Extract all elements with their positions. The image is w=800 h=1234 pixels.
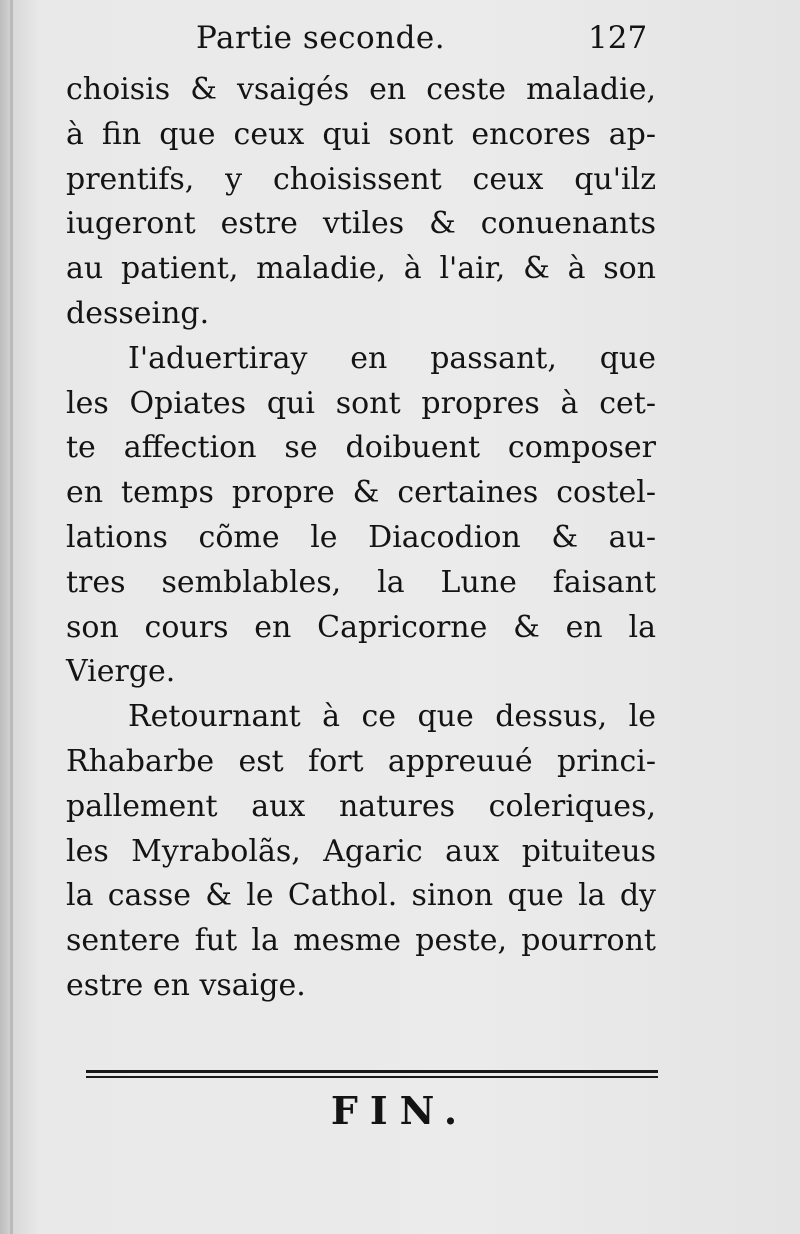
text-line: desseing.	[66, 295, 210, 331]
text-line: Rhabarbe est fort appreuué princi-	[66, 743, 656, 779]
text-line: Retournant à ce que dessus, le	[128, 699, 656, 735]
page-header	[0, 16, 800, 66]
text-line: I'aduertiray en passant, que	[128, 340, 656, 376]
running-title: Partie seconde.	[196, 20, 446, 56]
text-line: en temps propre & certaines costel-	[66, 475, 656, 511]
text-line: les Opiates qui sont propres à cet-	[66, 385, 656, 421]
text-line: prentifs, y choisissent ceux qu'ilz	[66, 161, 656, 197]
page-number: 127	[588, 20, 648, 56]
text-line: son cours en Capricorne & en la	[66, 609, 656, 645]
text-line: Vierge.	[66, 654, 176, 690]
text-line: la casse & le Cathol. sinon que la dy	[66, 878, 656, 914]
decorative-rule	[86, 1070, 658, 1078]
closing-fin: FIN.	[330, 1088, 470, 1133]
text-line: à fin que ceux qui sont encores ap-	[66, 116, 656, 152]
text-line: lations cõme le Diacodion & au-	[66, 519, 656, 555]
body-text	[66, 68, 656, 1009]
text-line: pallement aux natures coleriques,	[66, 788, 656, 824]
text-line: estre en vsaige.	[66, 967, 306, 1003]
text-line: choisis & vsaigés en ceste maladie,	[66, 72, 656, 107]
text-line: au patient, maladie, à l'air, & à son	[66, 251, 656, 287]
text-line: sentere fut la mesme peste, pourront	[66, 923, 656, 959]
text-line: tres semblables, la Lune faisant	[66, 564, 656, 600]
text-line: te affection se doibuent composer	[66, 430, 656, 466]
text-line: les Myrabolãs, Agaric aux pituiteus	[66, 833, 656, 869]
text-line: iugeront estre vtiles & conuenants	[66, 206, 656, 242]
page-fold-shadow	[10, 0, 13, 1234]
